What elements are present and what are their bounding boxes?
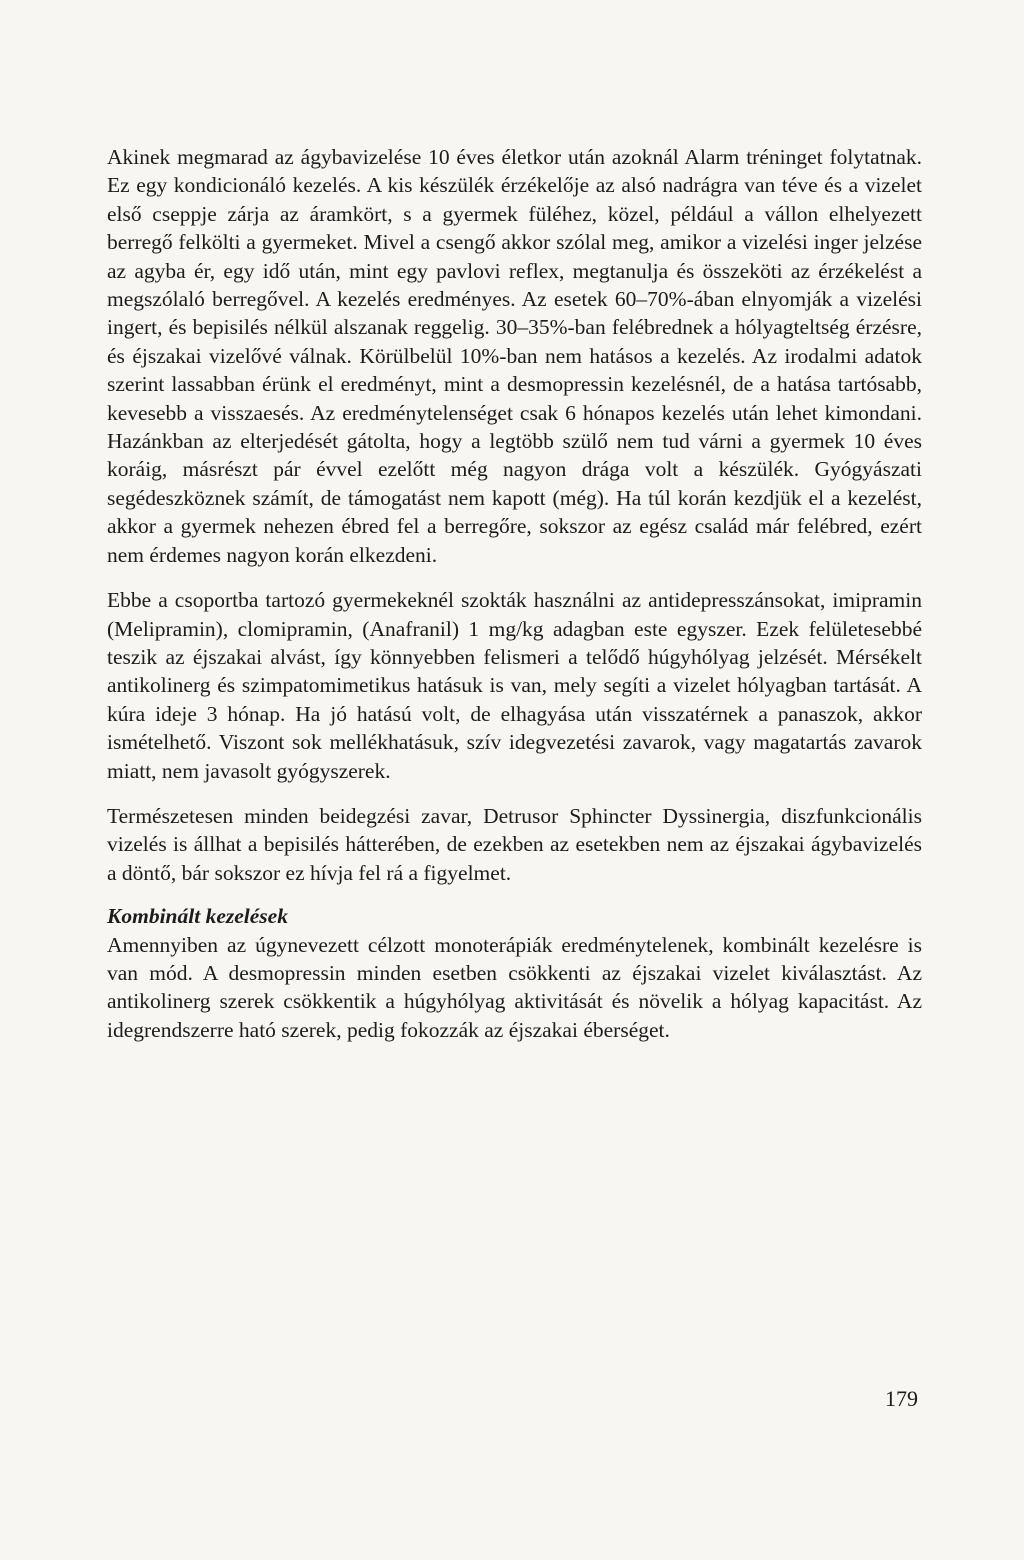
paragraph-alarm-training: Akinek megmarad az ágybavizelése 10 éves életkor után azoknál Alarm tréninget folytatnak. Ez egy kondicionáló kezelés. A kis készülék érzékelője az alsó nadrágra van téve és a vizelet első cseppje zárja az áramkört, s a gyermek füléhez, közel, például a vállon elhelyezett berregő felkölti a gyermeket. Mivel a csengő akkor szólal meg, amikor a vizelési inger jelzése az agyba ér, egy idő után, mint egy pavlovi reflex, megtanulja és összeköti az érzékelést a megszólaló berregővel. A kezelés eredményes. Az esetek 60–70%-ában elnyomják a vizelési ingert, és bepisilés nélkül alszanak reggelig. 30–35%-ban felébrednek a hólyagteltség érzésre, és éjszakai vizelővé válnak. Körülbelül 10%-ban nem hatásos a kezelés. Az irodalmi adatok szerint lassabban érünk el eredményt, mint a desmopressin kezelésnél, de a hatása tartósabb, kevesebb a visszaesés. Az eredménytelenséget csak 6 hónapos kezelés után lehet kimondani. Hazánkban az elterjedését gátolta, hogy a legtöbb szülő nem tud várni a gyermek 10 éves koráig, másrészt pár évvel ezelőtt még nagyon drága volt a készülék. Gyógyászati segédeszköznek számít, de támogatást nem kapott (még). Ha túl korán kezdjük el a kezelést, akkor a gyermek nehezen ébred fel a berregőre, sokszor az egész család már felébred, ezért nem érdemes nagyon korán elkezdeni. (107, 145, 922, 567)
paragraph-innervation-disorders: Természetesen minden beidegzési zavar, Detrusor Sphincter Dyssinergia, diszfunkcionális vizelés is állhat a bepisilés hátterében, de ezekben az esetekben nem az éjszakai ágybavizelés a döntő, bár sokszor ez hívja fel rá a figyelmet. (107, 803, 922, 885)
page-number: 179 (885, 1386, 918, 1411)
paragraph-antidepressants: Ebbe a csoportba tartozó gyermekeknél szokták használni az antidepresszánsokat, imipramin (Melipramin), clomipramin, (Anafranil) 1 mg/kg adagban este egyszer. Ezek felületesebbé teszik az éjszakai alvást, így könnyebben felismeri a telődő húgyhólyag jelzését. Mérsékelt antikolinerg és szimpatomimetikus hatásuk is van, mely segíti a vizelet hólyagban tartását. A kúra ideje 3 hónap. Ha jó hatású volt, de elhagyása után visszatérnek a panaszok, akkor ismételhető. Viszont sok mellékhatásuk, szív idegvezetési zavarok, vagy magatartás zavarok miatt, nem javasolt gyógyszerek. (107, 588, 922, 783)
page-content (107, 143, 922, 1044)
paragraph-combined-treatments: Amennyiben az úgynevezett célzott monoterápiák eredménytelenek, kombinált kezelésre is van mód. A desmopressin minden esetben csökkenti az éjszakai vizelet kiválasztást. Az antikolinerg szerek csökkentik a húgyhólyag aktivitását és növelik a hólyag kapacitást. Az idegrendszerre ható szerek, pedig fokozzák az éjszakai éberséget. (107, 932, 922, 1042)
section-heading-combined-treatments: Kombinált kezelések (107, 904, 288, 929)
